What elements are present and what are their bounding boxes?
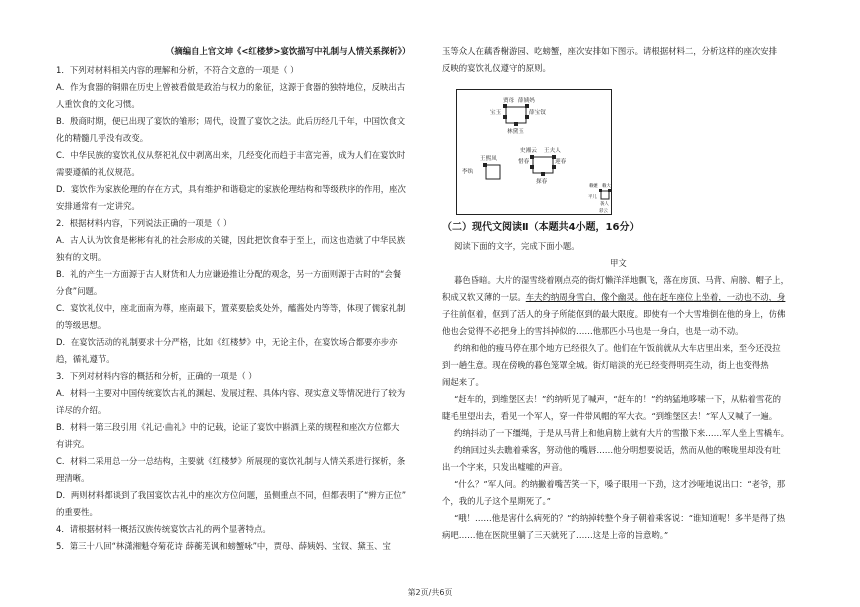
q1-option-b-line2: 化的精髓几乎没有改变。 bbox=[56, 133, 149, 143]
label-laimo: 赖嬷 bbox=[589, 184, 598, 189]
label-tanchun: 探春 bbox=[536, 179, 548, 185]
source-note: （摘编自上官文坤《<红楼梦>宴饮描写中礼制与人情关系探析》） bbox=[166, 46, 411, 56]
passage-p2-line3: 闹起来了。 bbox=[442, 377, 484, 387]
passage-p1-underlined: 车夫约纳周身雪白，像个幽灵。他在赶车座位上坐着，一动也不动，身 bbox=[525, 292, 786, 302]
q2-option-c-line1: C．宴饮礼仪中，座北面南为尊，座南最下，置菜要脍炙处外，醯酱处内等等，体现了儒家礼制 bbox=[56, 303, 406, 313]
passage-p4-line1: 约纳抖动了一下缰绳，于是从马背上和他肩膀上就有大片的雪撒下来……军人坐上雪橇车。 bbox=[454, 428, 789, 438]
label-wangfuren: 王夫人 bbox=[544, 148, 561, 154]
label-baoyu: 宝玉 bbox=[490, 110, 502, 116]
label-wangxifeng: 王熙凤 bbox=[480, 156, 497, 162]
q1-option-a-line1: A．作为食器的铜鼎在历史上曾被看做是政治与权力的象征，这源于食器的独特地位，反映出古 bbox=[56, 82, 406, 92]
passage-p1-line2 bbox=[442, 292, 785, 302]
q2-option-c-line2: 的等级思想。 bbox=[56, 320, 107, 330]
passage-p2-line2: 到一趟生意。现在傍晚的暮色笼罩全城。街灯暗淡的光已经变得明亮生动，街上也变得热 bbox=[442, 360, 769, 370]
passage-p1-line4: 他也会觉得不必把身上的雪抖掉似的……他那匹小马也是一身白，也是一动不动。 bbox=[442, 326, 744, 336]
passage-p5-line2: 出一个字来，只发出嘘嘘的声音。 bbox=[442, 462, 568, 472]
q2-option-b-line1: B．礼的产生一方面源于古人财货和人力应谦逊推让分配的观念，另一方面则源于古时的“会餐 bbox=[56, 269, 402, 279]
label-xuebaochai: 薛宝钗 bbox=[529, 110, 546, 116]
seat-marker bbox=[525, 104, 529, 108]
q3-option-c-line1: C．材料二采用总一分一总结构，主要就《红楼梦》所展现的宴饮礼制与人情关系进行探析，条 bbox=[56, 456, 406, 466]
q3-option-a-line1: A．材料一主要对中国传统宴饮古礼的渊起、发展过程、具体内容、现实意义等情况进行了较为 bbox=[56, 388, 406, 398]
seat-marker bbox=[599, 189, 602, 192]
table-3 bbox=[486, 165, 500, 179]
passage-p1-line2-plain: 积成又软又薄的一层。 bbox=[442, 292, 526, 302]
seat-marker bbox=[503, 104, 507, 108]
table-4 bbox=[601, 191, 609, 199]
q3-option-b-line2: 有讲究。 bbox=[56, 439, 90, 449]
seat-marker bbox=[503, 115, 507, 119]
passage-p2-line1: 约纳和他的瘦马停在那个地方已经很久了。他们在午饭前就从大车店里出来，至今还没拉 bbox=[454, 343, 781, 353]
q3-option-d-line1: D．两则材料都谈到了我国宴饮古礼中的座次方位问题，虽侧重点不同，但都表明了“辨方正位” bbox=[56, 490, 407, 500]
section-title: （二）现代文阅读Ⅱ（本题共4小题，16分） bbox=[442, 222, 640, 233]
label-laida: 赖大 bbox=[602, 184, 611, 189]
question-5-line2: 玉等众人在藕香榭游园、吃螃蟹，座次安排如下图示。请根据材料二，分析这样的座次安排 bbox=[442, 46, 777, 56]
label-xiren: 袭人 bbox=[600, 202, 609, 207]
table-1 bbox=[506, 107, 526, 123]
instruction: 阅读下面的文字，完成下面小题。 bbox=[454, 241, 580, 251]
question-5-line3: 反映的宴饮礼仪遵守的原则。 bbox=[442, 63, 551, 73]
seat-marker bbox=[530, 165, 534, 169]
label-xueyima: 薛姨妈 bbox=[518, 98, 535, 104]
q1-option-d-line2: 安排通常有一定讲究。 bbox=[56, 201, 140, 211]
q3-option-a-line2: 详尽的介绍。 bbox=[56, 405, 107, 415]
q1-option-c-line1: C．中华民族的宴饮礼仪从祭祀礼仪中剥离出来，几经变化而趋于丰富完善，成为人们在宴饮时 bbox=[56, 150, 406, 160]
q2-option-a-line1: A．古人认为饮食是彬彬有礼的社会形成的关键，因此把饮食奉于至上，而这也造就了中华民族 bbox=[56, 235, 406, 245]
q1-option-d-line1: D．宴饮作为家族伦理的存在方式，具有维护和谐稳定的家族伦理结构和等级秩序的作用，座次 bbox=[56, 184, 406, 194]
seat-marker bbox=[514, 122, 518, 126]
q2-option-d-line2: 趋，循礼遵节。 bbox=[56, 354, 115, 364]
seat-marker bbox=[483, 163, 487, 167]
seat-marker bbox=[541, 172, 545, 176]
passage-p1-line1: 暮色昏暗。大片的湿雪绕着刚点亮的街灯懒洋洋地飘飞，落在房顶、马背、肩膀、帽子上， bbox=[454, 275, 789, 285]
passage-p1-line3: 子往前伛着，伛到了活人的身子所能伛到的最大限度。即使有一个大雪堆倒在他的身上，仿佛 bbox=[442, 309, 786, 319]
passage-p7-line1: “哦！……他是害什么病死的？”约纳掉转整个身子朝着乘客说：“谁知道呢！多半是得了热 bbox=[454, 513, 786, 523]
passage-p7-line2: 病吧……他在医院里躺了三天就死了……这是上帝的旨意哟。” bbox=[442, 530, 669, 540]
table-2 bbox=[533, 157, 553, 173]
question-3-stem: 3．下列对材料内容的概括和分析，正确的一项是（ ） bbox=[56, 371, 257, 381]
passage-p3-line2: 睫毛里望出去，看见一个军人，穿一件带风帽的军大衣。“到维堡区去！”军人又喊了一遍。 bbox=[442, 411, 778, 421]
seating-diagram bbox=[456, 89, 612, 215]
seat-marker bbox=[552, 165, 556, 169]
q2-option-b-line2: 分食”问题。 bbox=[56, 286, 103, 296]
label-pinger: 平儿 bbox=[588, 195, 597, 200]
q3-option-c-line2: 理清晰。 bbox=[56, 473, 90, 483]
question-2-stem: 2．根据材料内容，下列说法正确的一项是（ ） bbox=[56, 218, 232, 228]
passage-p5-line1: 约纳回过头去瞧着乘客，努动他的嘴唇……他分明想要说话，然而从他的喉咙里却没有吐 bbox=[454, 445, 781, 455]
label-liwan: 李纨 bbox=[462, 169, 474, 175]
q2-option-a-line2: 独有的文明。 bbox=[56, 252, 107, 262]
label-jiamu: 贾母 bbox=[503, 98, 515, 104]
q1-option-c-line2: 需要遵循的礼仪规范。 bbox=[56, 167, 140, 177]
question-1-stem: 1．下列对材料相关内容的理解和分析，不符合文意的一项是（ ） bbox=[56, 65, 299, 75]
q1-option-a-line2: 人重饮食的文化习惯。 bbox=[56, 99, 140, 109]
q3-option-d-line2: 的重要性。 bbox=[56, 507, 98, 517]
seat-marker bbox=[530, 155, 534, 159]
passage-p6-line1: “什么？”军人问。约纳撇着嘴苦笑一下，嗓子眼用一下劲，这才沙哑地说出口：“老爷，那 bbox=[454, 479, 786, 489]
label-shixiangyun: 史湘云 bbox=[520, 148, 537, 154]
label-lindaiyu: 林黛玉 bbox=[507, 129, 524, 135]
label-xichun: 惜春 bbox=[518, 159, 530, 165]
page-number: 第2页/共6页 bbox=[407, 588, 453, 597]
passage-p3-line1: “赶车的，到维堡区去！”约纳听见了喊声，“赶车的！”约纳猛地哆嗦一下，从粘着雪花的 bbox=[454, 394, 781, 404]
question-5-line1: 5．第三十八回“林潇湘魁夺菊花诗 薛蘅芜讽和螃蟹咏”中，贾母、薛姨妈、宝钗、黛玉、宝 bbox=[56, 541, 391, 551]
seat-marker bbox=[608, 189, 611, 192]
q2-option-d-line1: D．在宴饮活动的礼制要求十分严格，比如《红楼梦》中，无论主仆，在宴饮场合都要亦步亦 bbox=[56, 337, 398, 347]
question-4: 4．请根据材料一概括汉族传统宴饮古礼的两个显著特点。 bbox=[56, 524, 271, 534]
passage-title: 甲文 bbox=[610, 258, 627, 268]
label-caiyun: 彩云 bbox=[599, 209, 608, 214]
q3-option-b-line1: B．材料一第三段引用《礼记·曲礼》中的记载，论证了宴饮中斟酒上菜的规程和座次方位都大 bbox=[56, 422, 400, 432]
passage-p6-line2: 个，我的儿子这个星期死了。” bbox=[442, 496, 551, 506]
q1-option-b-line1: B．殷商时期，便已出现了宴饮的雏形；周代，设置了宴饮之法。此后历经几千年，中国饮食文 bbox=[56, 116, 406, 126]
label-yingchun: 迎春 bbox=[555, 159, 567, 165]
